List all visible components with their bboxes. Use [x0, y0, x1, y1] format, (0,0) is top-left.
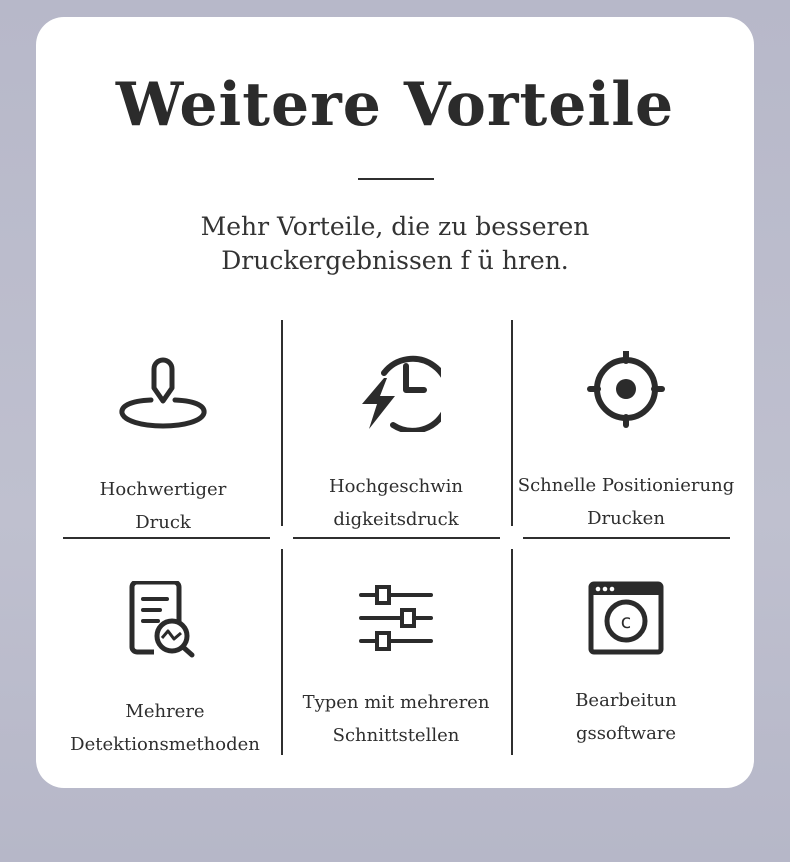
feature-label-line-2: digkeitsdruck	[333, 509, 459, 530]
svg-text:c: c	[620, 611, 632, 633]
feature-label-line-1: Mehrere	[125, 701, 205, 722]
feature-label-line-2: gssoftware	[575, 723, 677, 744]
feature-label-line-1: Hochgeschwin	[328, 476, 464, 497]
subtitle-line-1: Mehr Vorteile, die zu besseren	[200, 212, 590, 241]
grid-divider-vertical	[281, 320, 283, 526]
document-search-icon	[120, 581, 210, 661]
grid-divider-horizontal	[293, 537, 500, 539]
feature-label-line-2: Druck	[135, 512, 191, 533]
sliders-icon	[351, 580, 441, 660]
feature-editing-software	[515, 581, 737, 750]
title-divider	[358, 178, 434, 180]
subtitle-line-2: Druckergebnissen f ü hren.	[221, 246, 569, 275]
pin-icon	[118, 355, 208, 435]
feature-fast-positioning	[515, 351, 737, 535]
grid-divider-vertical	[281, 549, 283, 755]
grid-divider-horizontal	[523, 537, 730, 539]
feature-label-line-2: Drucken	[587, 508, 665, 529]
feature-label-line-1: Schnelle Positionierung	[517, 475, 735, 496]
software-window-icon	[581, 581, 671, 661]
feature-interface-types	[285, 580, 507, 752]
feature-label-line-1: Bearbeitun	[575, 690, 677, 711]
feature-label-line-1: Typen mit mehreren	[302, 692, 490, 713]
page-subtitle	[150, 210, 640, 278]
feature-label-line-2: Schnittstellen	[332, 725, 460, 746]
feature-high-quality-print	[52, 355, 274, 539]
crosshair-icon	[581, 351, 671, 431]
feature-label-line-2: Detektionsmethoden	[70, 734, 260, 755]
page-title: Weitere Vorteile	[115, 70, 675, 140]
feature-high-speed-print	[285, 352, 507, 536]
grid-divider-vertical	[511, 320, 513, 526]
grid-divider-vertical	[511, 549, 513, 755]
feature-detection-methods	[54, 581, 276, 761]
feature-label-line-1: Hochwertiger	[99, 479, 227, 500]
speed-clock-icon	[351, 352, 441, 432]
